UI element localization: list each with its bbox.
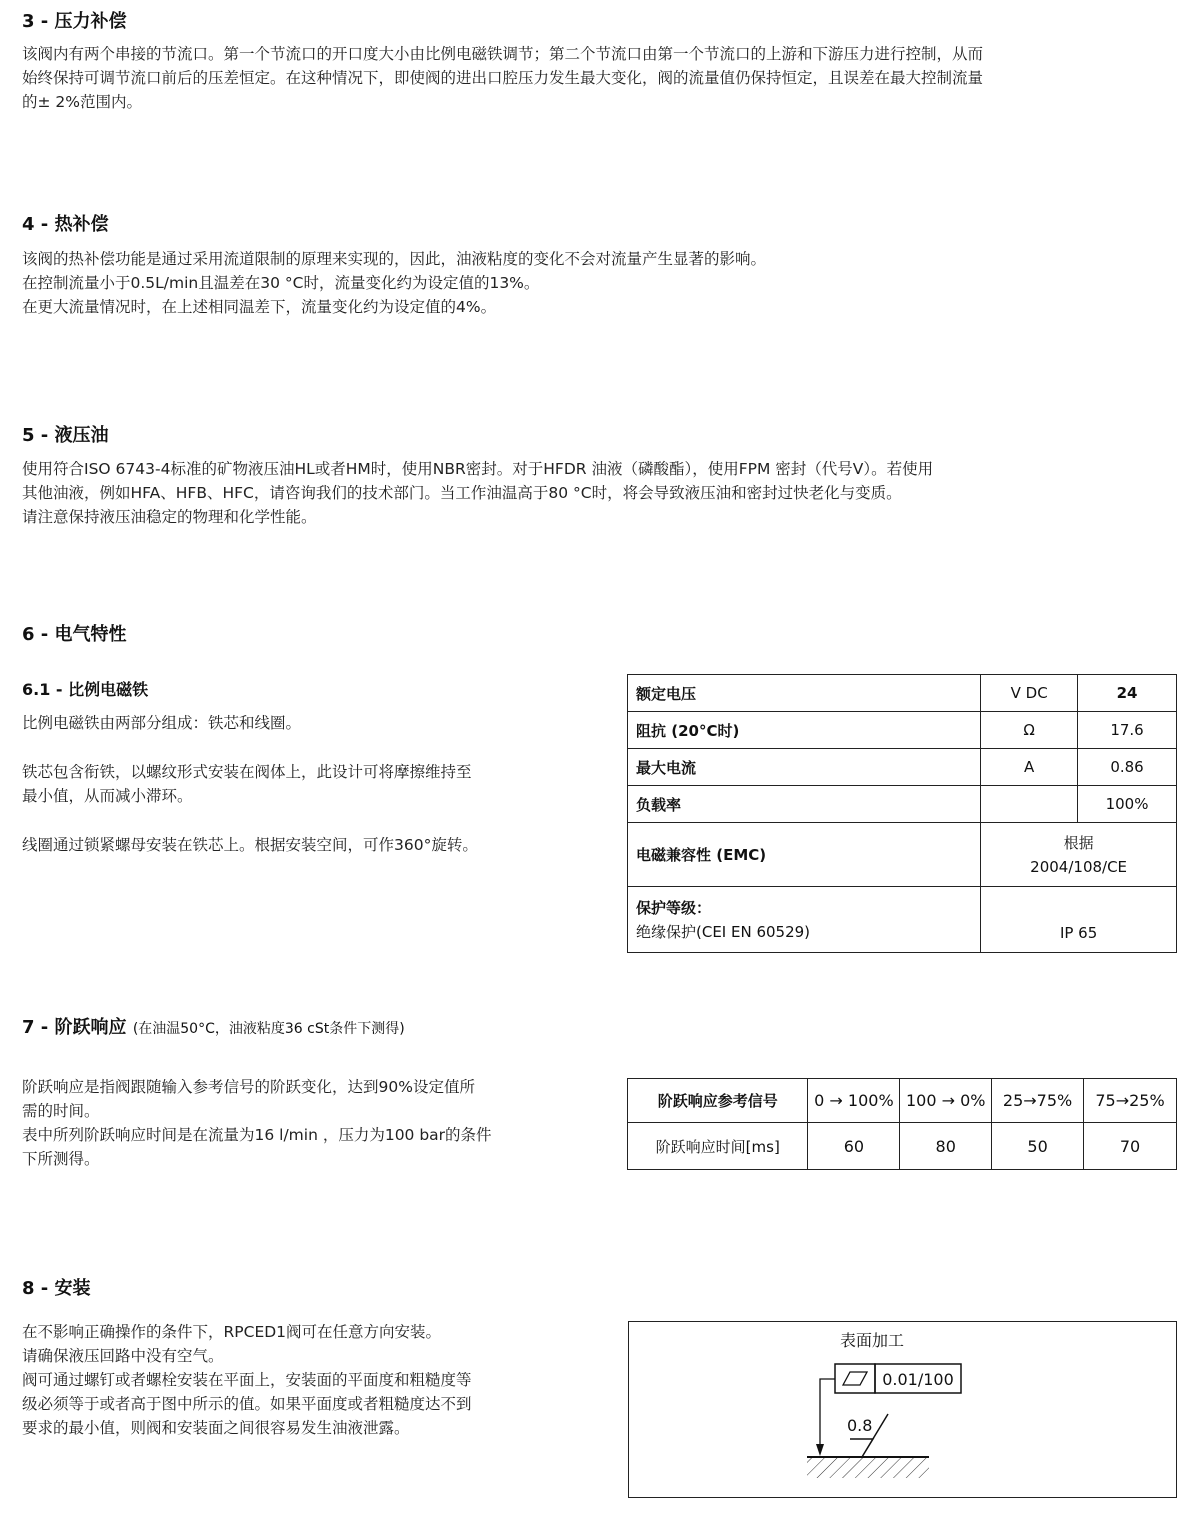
table-row	[628, 823, 1177, 887]
text-line: 阀可通过螺钉或者螺栓安装在平面上，安装面的平面度和粗糙度等	[22, 1371, 472, 1389]
step-response-table	[627, 1078, 1177, 1170]
section-4-text	[22, 247, 766, 319]
flatness-icon	[843, 1372, 867, 1385]
emc-value-line: 2004/108/CE	[1030, 857, 1128, 876]
table-cell	[981, 786, 1078, 823]
text-line: 最小值，从而减小滞环。	[22, 787, 193, 805]
table-row	[628, 749, 1177, 786]
table-header-cell: 25→75%	[992, 1079, 1084, 1123]
table-row	[628, 1079, 1177, 1123]
table-cell: 24	[1078, 675, 1177, 712]
section-8-text	[22, 1320, 472, 1440]
text-line: 的± 2%范围内。	[22, 93, 143, 111]
text-line: 该阀内有两个串接的节流口。第一个节流口的开口度大小由比例电磁铁调节；第二个节流口由第一个节流口的上游和下游压力进行控制，从而	[22, 45, 984, 63]
table-row	[628, 786, 1177, 823]
table-cell: 17.6	[1078, 712, 1177, 749]
protection-label: 保护等级：	[636, 898, 712, 917]
text-line: 其他油液，例如HFA、HFB、HFC，请咨询我们的技术部门。当工作油温高于80 °C时，将会导致液压油和密封过快老化与变质。	[22, 484, 902, 502]
table-cell: 额定电压	[628, 675, 981, 712]
section-5-text	[22, 457, 933, 529]
emc-value-line: 根据	[1063, 833, 1094, 852]
text-line: 要求的最小值，则阀和安装面之间很容易发生油液泄露。	[22, 1419, 410, 1437]
table-row	[628, 887, 1177, 953]
flatness-symbol-frame	[835, 1364, 875, 1393]
table-cell	[628, 887, 981, 953]
text-line: 阶跃响应是指阀跟随输入参考信号的阶跃变化，达到90%设定值所	[22, 1078, 475, 1096]
table-cell: 最大电流	[628, 749, 981, 786]
section-5-title: 5 - 液压油	[22, 425, 109, 446]
text-line: 表中所列阶跃响应时间是在流量为16 l/min ，压力为100 bar的条件	[22, 1126, 492, 1144]
section-7-title	[22, 1013, 405, 1039]
table-header-cell: 阶跃响应参考信号	[628, 1079, 808, 1123]
text-line: 请注意保持液压油稳定的物理和化学性能。	[22, 508, 317, 526]
table-cell: 0.86	[1078, 749, 1177, 786]
surface-finish-drawing	[629, 1322, 1178, 1499]
text-line: 级必须等于或者高于图中所示的值。如果平面度或者粗糙度达不到	[22, 1395, 472, 1413]
table-cell: 100%	[1078, 786, 1177, 823]
section-7-title-text: 7 - 阶跃响应	[22, 1017, 127, 1038]
roughness-value: 0.8	[847, 1416, 873, 1435]
section-6-1-text	[22, 833, 478, 857]
section-3-title: 3 - 压力补偿	[22, 11, 127, 32]
text-line: 在更大流量情况时，在上述相同温差下，流量变化约为设定值的4%。	[22, 298, 497, 316]
surface-hatch	[807, 1458, 929, 1478]
table-cell: Ω	[981, 712, 1078, 749]
table-header-cell: 0 → 100%	[808, 1079, 900, 1123]
table-header-cell: 100 → 0%	[900, 1079, 992, 1123]
table-header-cell: 75→25%	[1084, 1079, 1177, 1123]
table-cell: 80	[900, 1123, 992, 1170]
surface-finish-figure	[628, 1321, 1177, 1498]
section-7-note: (在油温50°C，油液粘度36 cSt条件下测得)	[132, 1021, 405, 1037]
table-cell: 电磁兼容性 (EMC)	[628, 823, 981, 887]
text-line: 使用符合ISO 6743-4标准的矿物液压油HL或者HM时，使用NBR密封。对于HFDR 油液（磷酸酯），使用FPM 密封（代号V）。若使用	[22, 460, 934, 478]
text-line: 该阀的热补偿功能是通过采用流道限制的原理来实现的，因此，油液粘度的变化不会对流量产生显著的影响。	[22, 250, 767, 268]
table-cell: 阻抗 (20°C时)	[628, 712, 981, 749]
table-cell: V DC	[981, 675, 1078, 712]
text-line: 在不影响正确操作的条件下，RPCED1阀可在任意方向安装。	[22, 1323, 442, 1341]
text-line: 下所测得。	[22, 1150, 100, 1168]
flatness-value: 0.01/100	[882, 1370, 954, 1389]
figure-title: 表面加工	[839, 1331, 905, 1350]
table-row	[628, 1123, 1177, 1170]
table-cell: 50	[992, 1123, 1084, 1170]
text-line: 需的时间。	[22, 1102, 100, 1120]
section-6-1-title: 6.1 - 比例电磁铁	[22, 680, 149, 699]
text-line: 铁芯包含衔铁，以螺纹形式安装在阀体上，此设计可将摩擦维持至	[22, 763, 472, 781]
protection-label: 绝缘保护(CEI EN 60529)	[636, 922, 811, 941]
table-cell: 70	[1084, 1123, 1177, 1170]
table-row	[628, 712, 1177, 749]
section-6-title: 6 - 电气特性	[22, 624, 127, 645]
text-line: 比例电磁铁由两部分组成：铁芯和线圈。	[22, 714, 302, 732]
table-cell: 阶跃响应时间[ms]	[628, 1123, 808, 1170]
table-cell: 负载率	[628, 786, 981, 823]
text-line: 线圈通过锁紧螺母安装在铁芯上。根据安装空间，可作360°旋转。	[22, 836, 478, 854]
solenoid-spec-table	[627, 674, 1177, 953]
table-cell: 60	[808, 1123, 900, 1170]
text-line: 在控制流量小于0.5L/min且温差在30 °C时，流量变化约为设定值的13%。	[22, 274, 540, 292]
section-6-1-text	[22, 760, 472, 808]
section-3-text	[22, 42, 983, 114]
table-cell: IP 65	[981, 887, 1177, 953]
table-cell: A	[981, 749, 1078, 786]
table-row	[628, 675, 1177, 712]
text-line: 始终保持可调节流口前后的压差恒定。在这种情况下，即使阀的进出口腔压力发生最大变化，阀的流量值仍保持恒定，且误差在最大控制流量	[22, 69, 984, 87]
arrow-down-icon	[816, 1444, 824, 1456]
leader-line	[820, 1379, 835, 1446]
table-cell	[981, 823, 1177, 887]
section-4-title: 4 - 热补偿	[22, 214, 109, 235]
text-line: 请确保液压回路中没有空气。	[22, 1347, 224, 1365]
section-8-title: 8 - 安装	[22, 1278, 91, 1299]
section-7-text	[22, 1075, 492, 1171]
section-6-1-text	[22, 711, 301, 735]
